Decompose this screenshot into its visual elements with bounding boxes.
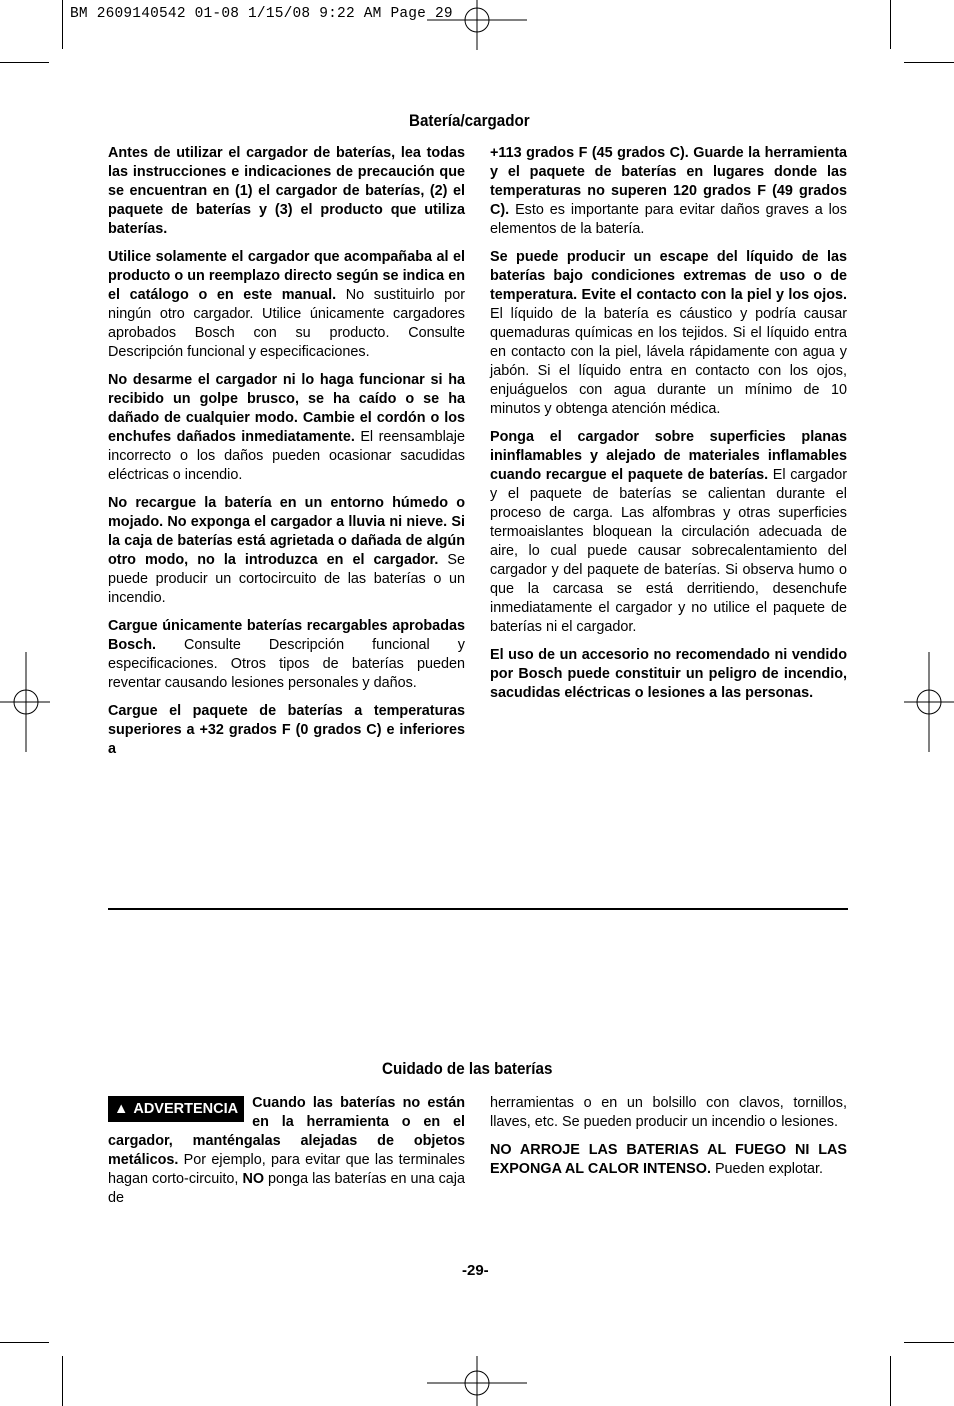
registration-mark-left <box>0 652 52 752</box>
column-right <box>490 144 847 712</box>
column-left-battery-care <box>108 1094 465 1217</box>
registration-mark-top <box>427 0 527 52</box>
warning-badge: ▲ ADVERTENCIA <box>108 1096 244 1122</box>
paragraph: Ponga el cargador sobre superficies planas ininflamables y alejado de materiales inflamables cuando recargue el paquete de baterías. El cargador y el paquete de baterías se calientan durante el proceso de carga. Las alfombras y otras superficies termoaislantes bloquean la circulación adecuada de aire, lo cual puede causar sobrecalentamiento del cargador y del paquete de baterías. Si observa humo o que la carcasa se está derritiendo, desenchufe inmediatamente el cargador y no utilice el paquete de baterías ni el cargador. <box>490 429 847 635</box>
crop-mark <box>890 1356 891 1406</box>
section-heading-battery-care: Cuidado de las baterías <box>382 1060 553 1078</box>
paragraph: No recargue la batería en un entorno húmedo o mojado. No exponga el cargador a lluvia ni nieve. Si la caja de baterías está agrietada o dañada de algún otro modo, no la introduzca en el cargador. Se puede producir un cortocircuito de las baterías o un incendio. <box>108 495 465 606</box>
print-slug: BM 2609140542 01-08 1/15/08 9:22 AM Page 29 <box>70 6 453 22</box>
crop-mark <box>890 0 891 49</box>
paragraph: ▲ ADVERTENCIA Cuando las baterías no están en la herramienta o en el cargador, manténgalas alejadas de objetos metálicos. Por ejemplo, para evitar que las terminales hagan corto-circuito, NO ponga las baterías en una caja de <box>108 1095 465 1206</box>
registration-mark-right <box>902 652 954 752</box>
paragraph: Utilice solamente el cargador que acompañaba al el producto o un reemplazo directo según se indica en el catálogo o en este manual. No sustituirlo por ningún otro cargador. Utilice únicamente cargadores aprobados Bosch con su producto. Consulte Descripción funcional y especificaciones. <box>108 249 465 360</box>
column-right-battery-care <box>490 1094 847 1188</box>
crop-mark <box>904 1342 954 1343</box>
page-number: -29- <box>462 1262 489 1279</box>
paragraph: NO ARROJE LAS BATERIAS AL FUEGO NI LAS EXPONGA AL CALOR INTENSO. Pueden explotar. <box>490 1142 847 1177</box>
crop-mark <box>0 1342 49 1343</box>
paragraph: Antes de utilizar el cargador de baterías, lea todas las instrucciones e indicaciones de precaución que se encuentran en (1) el cargador de baterías, (2) el paquete de baterías y (3) el producto que utiliza baterías. <box>108 145 465 237</box>
paragraph: Se puede producir un escape del líquido de las baterías bajo condiciones extremas de uso o de temperatura. Evite el contacto con la piel y los ojos. El líquido de la batería es cáustico y podría causar quemaduras químicas en los tejidos. Si el líquido entra en contacto con la piel, lávela rápidamente con agua y jabón. Si el líquido entra en contacto con los ojos, enjuáguelos con agua durante un mínimo de 10 minutos y obtenga atención médica. <box>490 249 847 417</box>
warning-triangle-icon: ▲ <box>114 1101 129 1117</box>
paragraph: Cargue el paquete de baterías a temperaturas superiores a +32 grados F (0 grados C) e inferiores a <box>108 703 465 757</box>
section-heading-battery-charger: Batería/cargador <box>409 112 530 130</box>
crop-mark <box>62 0 63 49</box>
registration-mark-bottom <box>427 1354 527 1406</box>
crop-mark <box>0 62 49 63</box>
paragraph: Cargue únicamente baterías recargables aprobadas Bosch. Consulte Descripción funcional y especificaciones. Otros tipos de baterías pueden reventar causando lesiones personales y daños. <box>108 618 465 691</box>
paragraph: herramientas o en un bolsillo con clavos, tornillos, llaves, etc. Se pueden producir un incendio o lesiones. <box>490 1095 847 1130</box>
paragraph: El uso de un accesorio no recomendado ni vendido por Bosch puede constituir un peligro de incendio, sacudidas eléctricas o lesiones a las personas. <box>490 647 847 701</box>
crop-mark <box>904 62 954 63</box>
column-left <box>108 144 465 768</box>
crop-mark <box>62 1356 63 1406</box>
paragraph: No desarme el cargador ni lo haga funcionar si ha recibido un golpe brusco, se ha caído o se ha dañado de cualquier modo. Cambie el cordón o los enchufes dañados inmediatamente. El reensamblaje incorrecto o los daños pueden ocasionar sacudidas eléctricas o incendio. <box>108 372 465 483</box>
section-divider <box>108 908 848 910</box>
paragraph: +113 grados F (45 grados C). Guarde la herramienta y el paquete de baterías en lugares donde las temperaturas no superen 120 grados F (49 grados C). Esto es importante para evitar daños graves a los elementos de la batería. <box>490 145 847 237</box>
